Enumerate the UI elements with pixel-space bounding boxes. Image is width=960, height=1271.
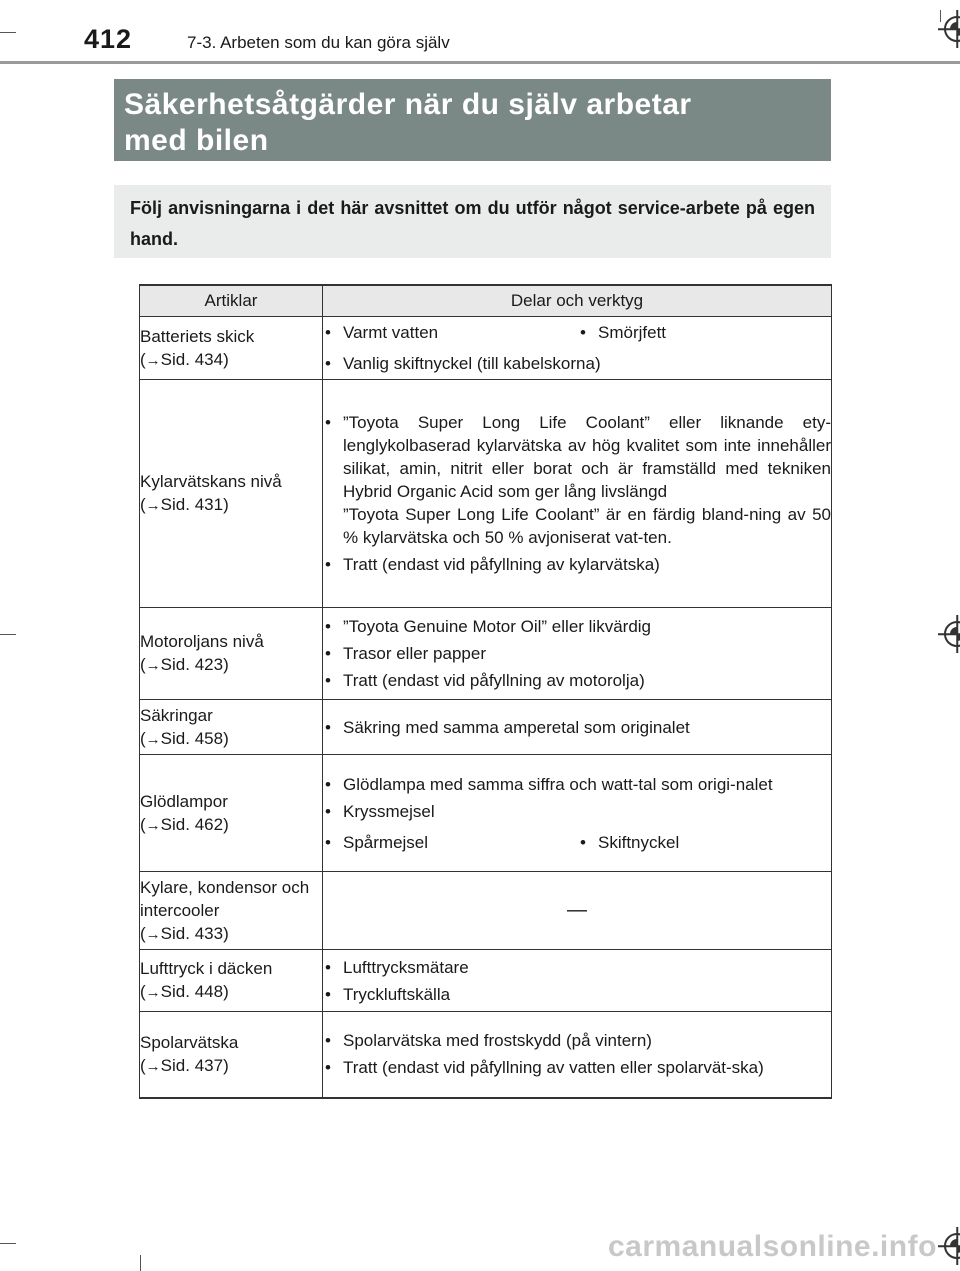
item-name: Kylarvätskans nivå <box>140 472 282 491</box>
list-item: • Smörjfett <box>580 323 667 342</box>
list-item: • Tratt (endast vid påfyllning av kylarvätska) <box>325 555 660 574</box>
arrow-icon: → <box>145 816 161 834</box>
list-item: • Tratt (endast vid påfyllning av vatten eller spolarvät-ska) <box>325 1058 764 1078</box>
item-ref: (→Sid. 431) <box>140 495 229 514</box>
registration-mark-icon <box>944 621 960 647</box>
crop-mark-bottom-left <box>0 1243 16 1244</box>
list-item: • Spolarvätska med frostskydd (på vintern) <box>325 1031 652 1051</box>
list-item: • Skiftnyckel <box>580 832 680 852</box>
intro-box <box>114 185 831 258</box>
tools-cell <box>323 755 832 872</box>
arrow-icon: → <box>145 351 161 369</box>
item-cell <box>140 755 323 872</box>
table-row <box>140 700 832 755</box>
item-cell <box>140 317 323 380</box>
table-row <box>140 608 832 700</box>
item-cell <box>140 1012 323 1098</box>
list-item: • ”Toyota Genuine Motor Oil” eller likvärdig <box>325 617 652 636</box>
arrow-icon: → <box>145 657 161 674</box>
item-cell <box>140 608 323 700</box>
header-rule <box>0 61 960 64</box>
item-ref: (→Sid. 437) <box>140 1055 229 1075</box>
item-ref: (→Sid. 458) <box>140 728 229 748</box>
arrow-icon: → <box>145 984 161 1001</box>
intro-text: Följ anvisningarna i det här avsnittet om du utför något service-arbete på egen hand. <box>130 198 815 249</box>
list-item: • Tryckluftskälla <box>325 984 451 1004</box>
list-item: • Glödlampa med samma siffra och watt-tal som origi-nalet <box>325 774 773 794</box>
page-title <box>114 79 831 161</box>
page-header <box>0 0 960 62</box>
item-ref: (→Sid. 462) <box>140 814 229 834</box>
list-item: • Lufttrycksmätare <box>325 957 469 977</box>
list-item: • Kryssmejsel <box>325 801 435 821</box>
list-item: • Spårmejsel <box>325 832 429 852</box>
item-cell <box>140 700 323 755</box>
list-item: • Varmt vatten <box>325 323 439 342</box>
title-line-2: med bilen <box>124 124 269 157</box>
item-cell <box>140 950 323 1012</box>
item-name: Glödlampor <box>140 791 228 811</box>
title-line-1: Säkerhetsåtgärder när du själv arbetar <box>124 88 692 121</box>
crop-mark-left-mid <box>0 634 16 635</box>
registration-mark-icon <box>944 1233 960 1259</box>
table-header-row <box>140 285 832 317</box>
watermark: carmanualsonline.info <box>608 1230 937 1263</box>
tools-cell <box>323 950 832 1012</box>
empty-dash: — <box>567 899 587 921</box>
table-row <box>140 950 832 1012</box>
item-cell <box>140 872 323 950</box>
item-name: Lufttryck i däcken <box>140 959 273 978</box>
tools-cell <box>323 1012 832 1098</box>
parts-table <box>139 284 832 1099</box>
list-item: • Vanlig skiftnyckel (till kabelskorna) <box>325 354 601 373</box>
item-name: Motoroljans nivå <box>140 632 264 651</box>
table-row <box>140 872 832 950</box>
tools-cell <box>323 872 832 950</box>
item-name: Säkringar <box>140 705 213 725</box>
column-header-items: Artiklar <box>140 285 323 317</box>
item-ref: (→Sid. 433) <box>140 923 229 943</box>
section-reference: 7-3. Arbeten som du kan göra själv <box>187 33 450 52</box>
arrow-icon: → <box>145 1057 161 1075</box>
table-row <box>140 755 832 872</box>
item-cell <box>140 380 323 608</box>
tools-cell <box>323 380 832 608</box>
item-name: Kylare, kondensor och intercooler <box>140 877 310 920</box>
tools-cell <box>323 700 832 755</box>
arrow-icon: → <box>145 497 161 514</box>
item-ref: (→Sid. 423) <box>140 655 229 674</box>
tools-cell <box>323 608 832 700</box>
table-row <box>140 1012 832 1098</box>
column-header-tools: Delar och verktyg <box>323 285 832 317</box>
item-ref: (→Sid. 448) <box>140 982 229 1001</box>
list-item: • Trasor eller papper <box>325 644 486 663</box>
table-row <box>140 317 832 380</box>
crop-mark-bottom <box>140 1255 141 1271</box>
list-item: • Säkring med samma amperetal som originalet <box>325 717 690 737</box>
table-row <box>140 380 832 608</box>
item-name: Batteriets skick <box>140 326 255 346</box>
tools-cell <box>323 317 832 380</box>
list-item: • Tratt (endast vid påfyllning av motorolja) <box>325 671 645 690</box>
page-number: 412 <box>84 24 133 54</box>
item-ref: (→Sid. 434) <box>140 349 229 369</box>
arrow-icon: → <box>145 925 161 943</box>
list-item: • ”Toyota Super Long Life Coolant” eller liknande ety-lenglykolbaserad kylarvätska av hög kvalitet som inte innehåller silikat, amin, nitrit eller borat och är framställd med tekniken Hybrid Organic Acid som ger lång livslängd ”Toyota Super Long Life Coolant” är en färdig bland-ning av 50 % kylarvätska och 50 % avjoniserat vat-ten. <box>325 413 831 547</box>
item-name: Spolarvätska <box>140 1032 239 1052</box>
arrow-icon: → <box>145 730 161 748</box>
